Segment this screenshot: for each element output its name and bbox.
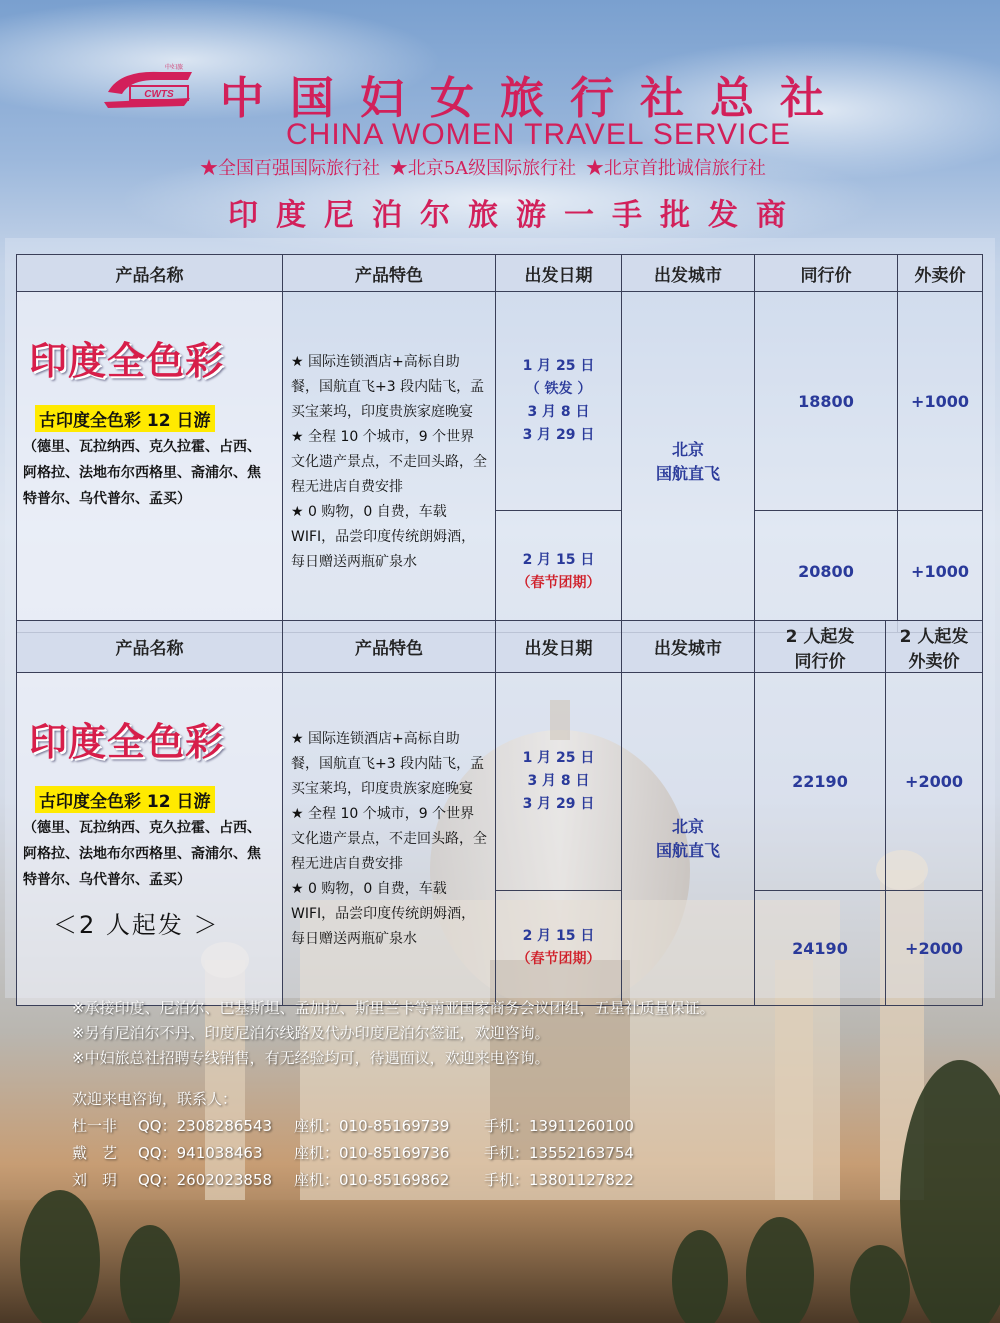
spring-festival-note: （春节团期） <box>516 574 601 591</box>
date-item: 3 月 29 日 <box>522 796 595 812</box>
company-title-cn: 中国妇女旅行社总社 <box>220 73 850 124</box>
product-table-1 <box>16 254 983 633</box>
product-table-2 <box>16 620 983 1006</box>
header-line: 2 人起发 <box>899 626 969 647</box>
contact-name: 刘 玥 <box>72 1171 118 1189</box>
service-notes <box>72 996 715 1071</box>
retail-markup: +2000 <box>886 891 983 1006</box>
product-features-cell <box>283 292 496 633</box>
logo-text: CWTS <box>144 89 174 100</box>
contact-qq: QQ：941038463 <box>138 1144 263 1162</box>
departure-dates-cell <box>496 891 622 1006</box>
header-product-name: 产品名称 <box>17 621 283 673</box>
contact-name: 戴 艺 <box>72 1144 118 1162</box>
retail-markup: +2000 <box>886 673 983 891</box>
company-slogan: 印度尼泊尔旅游一手批发商 <box>228 198 804 233</box>
date-item: 3 月 8 日 <box>527 773 590 789</box>
product-subtitle: 古印度全色彩 12 日游 <box>35 786 215 813</box>
header-product-features: 产品特色 <box>283 621 496 673</box>
date-item: 2 月 15 日 <box>522 928 595 944</box>
retail-markup: +1000 <box>898 511 983 633</box>
contact-phone: 座机：010-85169862 <box>294 1171 450 1189</box>
feature-item: ★ 全程 10 个城市，9 个世界文化遗产景点，不走回头路，全程无进店自费安排 <box>291 428 487 495</box>
date-item: 1 月 25 日 <box>522 358 595 374</box>
product-name-cell <box>17 673 283 1006</box>
header-product-features: 产品特色 <box>283 255 496 292</box>
flight-type: 国航直飞 <box>655 464 720 483</box>
header-retail-markup: 外卖价 <box>898 255 983 292</box>
header-departure-city: 出发城市 <box>622 255 755 292</box>
header-product-name: 产品名称 <box>17 255 283 292</box>
retail-markup: +1000 <box>898 292 983 511</box>
feature-item: ★ 0 购物，0 自费，车载 WIFI，品尝印度传统朗姆酒，每日赠送两瓶矿泉水 <box>291 503 476 570</box>
feature-item: ★ 国际连锁酒店+高标自助餐，国航直飞+3 段内陆飞，孟买宝莱坞，印度贵族家庭晚宴 <box>291 730 485 797</box>
header-retail-markup <box>886 621 983 673</box>
contact-name: 杜一非 <box>72 1117 118 1135</box>
departure-dates-cell <box>496 673 622 891</box>
product-cities: （德里、瓦拉纳西、克久拉霍、占西、阿格拉、法地布尔西格里、斋浦尔、焦特普尔、乌代普尔、孟买） <box>23 820 261 888</box>
feature-item: ★ 全程 10 个城市，9 个世界文化遗产景点，不走回头路，全程无进店自费安排 <box>291 805 487 872</box>
contact-intro: 欢迎来电咨询，联系人： <box>72 1090 238 1108</box>
date-item: 1 月 25 日 <box>522 750 595 766</box>
header-departure-date: 出发日期 <box>496 621 622 673</box>
header-line: 同行价 <box>794 651 846 672</box>
note-item: ※另有尼泊尔不丹、印度尼泊尔线路及代办印度尼泊尔签证，欢迎咨询。 <box>72 1024 550 1042</box>
departure-dates-cell <box>496 511 622 633</box>
trade-price: 18800 <box>755 292 898 511</box>
table-row <box>17 292 983 511</box>
trade-price: 20800 <box>755 511 898 633</box>
date-item: 2 月 15 日 <box>522 551 595 568</box>
product-subtitle: 古印度全色彩 12 日游 <box>35 405 215 432</box>
contact-row <box>72 1113 634 1140</box>
note-item: ※中妇旅总社招聘专线销售，有无经验均可，待遇面议，欢迎来电咨询。 <box>72 1049 550 1067</box>
contact-list <box>72 1086 634 1194</box>
table-header-row <box>17 621 983 673</box>
flight-type: 国航直飞 <box>655 841 720 860</box>
company-title-en: CHINA WOMEN TRAVEL SERVICE <box>286 118 791 151</box>
min-group-note: ＜2 人起发 ＞ <box>53 911 220 939</box>
product-features-cell <box>283 673 496 1006</box>
header-line: 2 人起发 <box>785 626 855 647</box>
header-departure-date: 出发日期 <box>496 255 622 292</box>
header-departure-city: 出发城市 <box>622 621 755 673</box>
product-name-cell <box>17 292 283 633</box>
departure-dates-cell <box>496 292 622 511</box>
product-name: 印度全色彩 <box>29 719 225 764</box>
contact-row <box>72 1140 634 1167</box>
date-item: 3 月 8 日 <box>527 404 590 420</box>
contact-mobile: 手机：13911260100 <box>484 1117 634 1135</box>
product-cities: （德里、瓦拉纳西、克久拉霍、占西、阿格拉、法地布尔西格里、斋浦尔、焦特普尔、乌代普尔、孟买） <box>23 439 261 507</box>
logo-subtext: 中妇旅 <box>164 64 184 71</box>
product-name: 印度全色彩 <box>29 338 225 383</box>
trade-price: 24190 <box>755 891 886 1006</box>
header-line: 外卖价 <box>908 651 960 672</box>
contact-row <box>72 1167 634 1194</box>
contact-qq: QQ：2308286543 <box>138 1117 273 1135</box>
contact-mobile: 手机：13552163754 <box>484 1144 634 1162</box>
header-trade-price: 同行价 <box>755 255 898 292</box>
departure-city-cell <box>622 292 755 633</box>
city-name: 北京 <box>671 817 704 836</box>
date-item: 3 月 29 日 <box>522 427 595 443</box>
contact-phone: 座机：010-85169736 <box>294 1144 450 1162</box>
contact-qq: QQ：2602023858 <box>138 1171 273 1189</box>
note-item: ※承接印度、尼泊尔、巴基斯坦、孟加拉、斯里兰卡等南亚国家商务会议团组，五星社质量保证。 <box>72 999 715 1017</box>
header-trade-price <box>755 621 886 673</box>
contact-phone: 座机：010-85169739 <box>294 1117 450 1135</box>
table-header-row <box>17 255 983 292</box>
header <box>0 0 1000 235</box>
date-item: （ 铁发 ） <box>525 381 592 397</box>
spring-festival-note: （春节团期） <box>516 951 601 967</box>
departure-city-cell <box>622 673 755 1006</box>
table-row <box>17 673 983 891</box>
trade-price: 22190 <box>755 673 886 891</box>
feature-item: ★ 0 购物，0 自费，车载 WIFI，品尝印度传统朗姆酒，每日赠送两瓶矿泉水 <box>291 880 476 947</box>
company-honors: ★全国百强国际旅行社 ★北京5A级国际旅行社 ★北京首批诚信旅行社 <box>200 158 766 179</box>
feature-item: ★ 国际连锁酒店+高标自助餐，国航直飞+3 段内陆飞，孟买宝莱坞，印度贵族家庭晚宴 <box>291 353 485 420</box>
cwts-logo <box>100 62 200 112</box>
contact-mobile: 手机：13801127822 <box>484 1171 634 1189</box>
city-name: 北京 <box>671 440 704 459</box>
